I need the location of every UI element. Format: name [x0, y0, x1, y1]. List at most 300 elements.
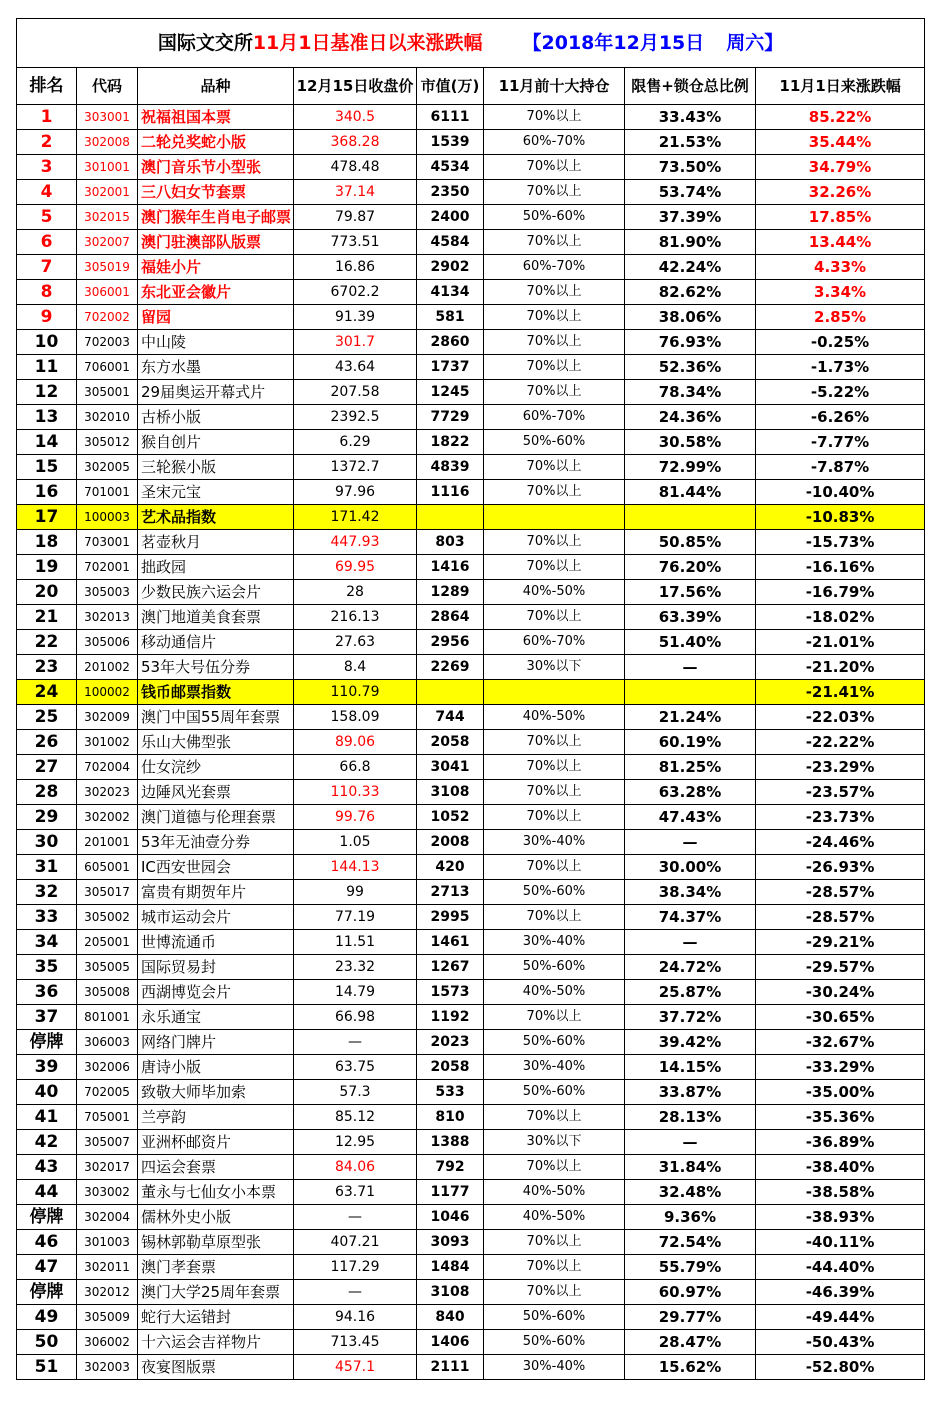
cell-close: 63.75	[294, 1055, 417, 1080]
cell-cap: 4134	[417, 280, 484, 305]
cell-rank: 19	[17, 555, 77, 580]
cell-holding: 60%-70%	[484, 405, 625, 430]
cell-cap: 581	[417, 305, 484, 330]
table-row	[17, 705, 925, 730]
cell-rank: 18	[17, 530, 77, 555]
cell-holding: 40%-50%	[484, 980, 625, 1005]
cell-change: -23.29%	[756, 755, 925, 780]
cell-rank: 停牌	[17, 1280, 77, 1305]
cell-code: 201001	[77, 830, 138, 855]
cell-cap: 2400	[417, 205, 484, 230]
cell-close: 368.28	[294, 130, 417, 155]
cell-name: 福娃小片	[138, 255, 294, 280]
cell-rank: 停牌	[17, 1205, 77, 1230]
cell-code: 302006	[77, 1055, 138, 1080]
cell-rank: 27	[17, 755, 77, 780]
table-row	[17, 455, 925, 480]
cell-name: 三八妇女节套票	[138, 180, 294, 205]
cell-cap: 2023	[417, 1030, 484, 1055]
table-row	[17, 330, 925, 355]
cell-change: -0.25%	[756, 330, 925, 355]
table-body	[17, 105, 925, 1380]
cell-close: 16.86	[294, 255, 417, 280]
cell-code: 801001	[77, 1005, 138, 1030]
cell-change: -10.40%	[756, 480, 925, 505]
cell-lock-ratio: 63.39%	[625, 605, 756, 630]
cell-lock-ratio: 33.43%	[625, 105, 756, 130]
cell-cap: 2058	[417, 730, 484, 755]
cell-close: 89.06	[294, 730, 417, 755]
cell-code: 302007	[77, 230, 138, 255]
cell-rank: 1	[17, 105, 77, 130]
cell-change: -18.02%	[756, 605, 925, 630]
table-row	[17, 1330, 925, 1355]
cell-close: 63.71	[294, 1180, 417, 1205]
cell-code: 301001	[77, 155, 138, 180]
cell-close: 8.4	[294, 655, 417, 680]
table-row	[17, 930, 925, 955]
cell-name: 二轮兑奖蛇小版	[138, 130, 294, 155]
cell-cap: 810	[417, 1105, 484, 1130]
cell-name: 兰亭韵	[138, 1105, 294, 1130]
cell-cap: 420	[417, 855, 484, 880]
cell-close: 14.79	[294, 980, 417, 1005]
cell-code: 306001	[77, 280, 138, 305]
cell-name: 永乐通宝	[138, 1005, 294, 1030]
cell-change: -23.57%	[756, 780, 925, 805]
cell-name: 仕女浣纱	[138, 755, 294, 780]
cell-name: 国际贸易封	[138, 955, 294, 980]
cell-lock-ratio	[625, 680, 756, 705]
cell-change: -6.26%	[756, 405, 925, 430]
cell-change: -23.73%	[756, 805, 925, 830]
cell-cap: 1737	[417, 355, 484, 380]
table-row	[17, 305, 925, 330]
cell-code: 305009	[77, 1305, 138, 1330]
cell-change: -40.11%	[756, 1230, 925, 1255]
table-row	[17, 880, 925, 905]
cell-close: 99.76	[294, 805, 417, 830]
cell-close: 37.14	[294, 180, 417, 205]
table-row	[17, 805, 925, 830]
cell-close: 94.16	[294, 1305, 417, 1330]
cell-change: -38.93%	[756, 1205, 925, 1230]
cell-rank: 11	[17, 355, 77, 380]
cell-holding: 70%以上	[484, 305, 625, 330]
cell-lock-ratio: 76.93%	[625, 330, 756, 355]
cell-cap: 1388	[417, 1130, 484, 1155]
cell-code: 100002	[77, 680, 138, 705]
cell-name: 少数民族六运会片	[138, 580, 294, 605]
cell-rank: 10	[17, 330, 77, 355]
cell-lock-ratio: 72.54%	[625, 1230, 756, 1255]
cell-cap: 1052	[417, 805, 484, 830]
cell-code: 305017	[77, 880, 138, 905]
cell-code: 706001	[77, 355, 138, 380]
cell-name: 锡林郭勒草原型张	[138, 1230, 294, 1255]
cell-rank: 44	[17, 1180, 77, 1205]
cell-lock-ratio: 30.58%	[625, 430, 756, 455]
cell-name: 留园	[138, 305, 294, 330]
cell-change: -35.36%	[756, 1105, 925, 1130]
cell-close: 478.48	[294, 155, 417, 180]
table-row	[17, 130, 925, 155]
cell-holding: 30%-40%	[484, 930, 625, 955]
cell-holding: 50%-60%	[484, 205, 625, 230]
cell-change: 35.44%	[756, 130, 925, 155]
cell-code: 302005	[77, 455, 138, 480]
table-row	[17, 1080, 925, 1105]
cell-change: -1.73%	[756, 355, 925, 380]
cell-close: 301.7	[294, 330, 417, 355]
cell-cap: 1573	[417, 980, 484, 1005]
cell-close: 447.93	[294, 530, 417, 555]
cell-code: 305001	[77, 380, 138, 405]
cell-lock-ratio: 73.50%	[625, 155, 756, 180]
cell-holding: 30%以下	[484, 655, 625, 680]
cell-change: -26.93%	[756, 855, 925, 880]
cell-lock-ratio: 33.87%	[625, 1080, 756, 1105]
table-row	[17, 605, 925, 630]
table-row	[17, 1130, 925, 1155]
cell-cap: 4584	[417, 230, 484, 255]
table-row	[17, 405, 925, 430]
cell-name: 圣宋元宝	[138, 480, 294, 505]
cell-holding: 70%以上	[484, 1230, 625, 1255]
cell-close: 57.3	[294, 1080, 417, 1105]
cell-rank: 8	[17, 280, 77, 305]
price-change-table	[16, 18, 925, 1380]
cell-lock-ratio: 31.84%	[625, 1155, 756, 1180]
cell-holding: 70%以上	[484, 905, 625, 930]
cell-code: 305002	[77, 905, 138, 930]
cell-rank: 43	[17, 1155, 77, 1180]
cell-code: 302004	[77, 1205, 138, 1230]
title-subject: 11月1日基准日以来涨跌幅	[252, 32, 483, 54]
cell-holding: 50%-60%	[484, 880, 625, 905]
cell-close: —	[294, 1205, 417, 1230]
cell-lock-ratio: 38.06%	[625, 305, 756, 330]
cell-close: 12.95	[294, 1130, 417, 1155]
cell-lock-ratio: 37.72%	[625, 1005, 756, 1030]
cell-cap: 1289	[417, 580, 484, 605]
cell-change: -44.40%	[756, 1255, 925, 1280]
cell-rank: 41	[17, 1105, 77, 1130]
cell-rank: 7	[17, 255, 77, 280]
cell-close: 97.96	[294, 480, 417, 505]
cell-close: 27.63	[294, 630, 417, 655]
cell-rank: 51	[17, 1355, 77, 1380]
cell-rank: 36	[17, 980, 77, 1005]
cell-name: 钱币邮票指数	[138, 680, 294, 705]
cell-change: 2.85%	[756, 305, 925, 330]
cell-name: 29届奥运开幕式片	[138, 380, 294, 405]
cell-cap: 1177	[417, 1180, 484, 1205]
cell-cap: 4839	[417, 455, 484, 480]
header-holding: 11月前十大持仓	[484, 68, 625, 105]
cell-close: —	[294, 1280, 417, 1305]
cell-change: -52.80%	[756, 1355, 925, 1380]
cell-holding: 60%-70%	[484, 130, 625, 155]
cell-close: 713.45	[294, 1330, 417, 1355]
cell-code: 702002	[77, 305, 138, 330]
table-row	[17, 230, 925, 255]
cell-rank: 24	[17, 680, 77, 705]
cell-holding: 70%以上	[484, 755, 625, 780]
table-row	[17, 155, 925, 180]
table-row	[17, 530, 925, 555]
cell-holding: 70%以上	[484, 780, 625, 805]
cell-cap: 2008	[417, 830, 484, 855]
table-row	[17, 480, 925, 505]
cell-change: -30.65%	[756, 1005, 925, 1030]
cell-code: 702003	[77, 330, 138, 355]
cell-holding: 60%-70%	[484, 255, 625, 280]
cell-code: 302009	[77, 705, 138, 730]
cell-close: 66.98	[294, 1005, 417, 1030]
cell-cap: 3108	[417, 1280, 484, 1305]
cell-holding: 70%以上	[484, 155, 625, 180]
cell-change: -28.57%	[756, 880, 925, 905]
cell-change: -21.41%	[756, 680, 925, 705]
cell-rank: 33	[17, 905, 77, 930]
cell-close: 171.42	[294, 505, 417, 530]
cell-cap: 2902	[417, 255, 484, 280]
cell-lock-ratio: 81.25%	[625, 755, 756, 780]
cell-close: 457.1	[294, 1355, 417, 1380]
cell-close: 84.06	[294, 1155, 417, 1180]
table-row	[17, 180, 925, 205]
cell-cap: 6111	[417, 105, 484, 130]
title-date: 【2018年12月15日	[522, 32, 705, 54]
cell-rank: 50	[17, 1330, 77, 1355]
cell-holding: 70%以上	[484, 180, 625, 205]
header-code: 代码	[77, 68, 138, 105]
cell-change: 34.79%	[756, 155, 925, 180]
cell-rank: 14	[17, 430, 77, 455]
table-row	[17, 430, 925, 455]
cell-code: 305008	[77, 980, 138, 1005]
cell-code: 702005	[77, 1080, 138, 1105]
cell-cap: 1046	[417, 1205, 484, 1230]
table-row	[17, 680, 925, 705]
cell-close: 99	[294, 880, 417, 905]
cell-cap: 1484	[417, 1255, 484, 1280]
cell-rank: 29	[17, 805, 77, 830]
cell-cap: 2864	[417, 605, 484, 630]
cell-code: 306003	[77, 1030, 138, 1055]
table-row	[17, 255, 925, 280]
table-row	[17, 730, 925, 755]
cell-change: -50.43%	[756, 1330, 925, 1355]
cell-rank: 21	[17, 605, 77, 630]
header-rank: 排名	[17, 68, 77, 105]
cell-holding: 70%以上	[484, 1005, 625, 1030]
cell-cap: 3093	[417, 1230, 484, 1255]
cell-code: 605001	[77, 855, 138, 880]
cell-lock-ratio: 14.15%	[625, 1055, 756, 1080]
cell-code: 201002	[77, 655, 138, 680]
table-row	[17, 555, 925, 580]
cell-code: 306002	[77, 1330, 138, 1355]
cell-name: 茗壶秋月	[138, 530, 294, 555]
cell-close: 11.51	[294, 930, 417, 955]
cell-change: -30.24%	[756, 980, 925, 1005]
cell-holding: 70%以上	[484, 330, 625, 355]
cell-code: 305019	[77, 255, 138, 280]
cell-lock-ratio: 51.40%	[625, 630, 756, 655]
title-exchange: 国际文交所	[157, 32, 253, 54]
cell-cap: 2713	[417, 880, 484, 905]
cell-lock-ratio: 29.77%	[625, 1305, 756, 1330]
cell-cap: 7729	[417, 405, 484, 430]
cell-name: 致敬大师毕加索	[138, 1080, 294, 1105]
cell-change: 17.85%	[756, 205, 925, 230]
cell-code: 301002	[77, 730, 138, 755]
cell-change: -32.67%	[756, 1030, 925, 1055]
cell-change: -29.57%	[756, 955, 925, 980]
header-row	[17, 68, 925, 105]
cell-rank: 17	[17, 505, 77, 530]
cell-code: 303001	[77, 105, 138, 130]
cell-lock-ratio: 21.53%	[625, 130, 756, 155]
cell-rank: 15	[17, 455, 77, 480]
table-row	[17, 830, 925, 855]
cell-rank: 2	[17, 130, 77, 155]
cell-lock-ratio: 24.72%	[625, 955, 756, 980]
cell-lock-ratio: 28.47%	[625, 1330, 756, 1355]
cell-rank: 39	[17, 1055, 77, 1080]
cell-rank: 5	[17, 205, 77, 230]
cell-name: 澳门道德与伦理套票	[138, 805, 294, 830]
cell-change: -49.44%	[756, 1305, 925, 1330]
table-row	[17, 280, 925, 305]
cell-holding	[484, 505, 625, 530]
cell-holding: 30%-40%	[484, 1355, 625, 1380]
cell-holding: 30%以下	[484, 1130, 625, 1155]
cell-holding: 40%-50%	[484, 1205, 625, 1230]
cell-holding: 70%以上	[484, 1280, 625, 1305]
cell-holding: 50%-60%	[484, 1305, 625, 1330]
cell-holding: 70%以上	[484, 355, 625, 380]
cell-code: 302023	[77, 780, 138, 805]
cell-cap: 2058	[417, 1055, 484, 1080]
cell-change: -21.01%	[756, 630, 925, 655]
cell-rank: 30	[17, 830, 77, 855]
cell-code: 305005	[77, 955, 138, 980]
cell-lock-ratio: 52.36%	[625, 355, 756, 380]
cell-rank: 28	[17, 780, 77, 805]
cell-name: 三轮猴小版	[138, 455, 294, 480]
cell-cap: 1461	[417, 930, 484, 955]
cell-close: 91.39	[294, 305, 417, 330]
cell-name: 十六运会吉祥物片	[138, 1330, 294, 1355]
cell-cap: 1416	[417, 555, 484, 580]
cell-change: -15.73%	[756, 530, 925, 555]
cell-lock-ratio: 60.19%	[625, 730, 756, 755]
cell-rank: 37	[17, 1005, 77, 1030]
cell-change: -7.87%	[756, 455, 925, 480]
cell-close: 79.87	[294, 205, 417, 230]
cell-code: 302015	[77, 205, 138, 230]
cell-lock-ratio: 47.43%	[625, 805, 756, 830]
cell-close: 207.58	[294, 380, 417, 405]
table-row	[17, 1280, 925, 1305]
cell-name: 祝福祖国本票	[138, 105, 294, 130]
cell-name: 澳门大学25周年套票	[138, 1280, 294, 1305]
cell-code: 305007	[77, 1130, 138, 1155]
table-row	[17, 355, 925, 380]
cell-rank: 26	[17, 730, 77, 755]
cell-name: 53年大号伍分券	[138, 655, 294, 680]
cell-lock-ratio: 76.20%	[625, 555, 756, 580]
cell-name: 澳门地道美食套票	[138, 605, 294, 630]
cell-holding: 70%以上	[484, 455, 625, 480]
cell-close: 216.13	[294, 605, 417, 630]
cell-name: 澳门音乐节小型张	[138, 155, 294, 180]
cell-holding: 30%-40%	[484, 830, 625, 855]
cell-rank: 13	[17, 405, 77, 430]
cell-holding: 50%-60%	[484, 1080, 625, 1105]
cell-lock-ratio: 24.36%	[625, 405, 756, 430]
cell-holding: 40%-50%	[484, 1180, 625, 1205]
cell-lock-ratio: 17.56%	[625, 580, 756, 605]
cell-close: 773.51	[294, 230, 417, 255]
cell-cap: 3108	[417, 780, 484, 805]
cell-lock-ratio: 81.90%	[625, 230, 756, 255]
cell-lock-ratio: 53.74%	[625, 180, 756, 205]
cell-close: 158.09	[294, 705, 417, 730]
cell-name: IC西安世园会	[138, 855, 294, 880]
table-row	[17, 1305, 925, 1330]
cell-cap: 744	[417, 705, 484, 730]
cell-name: 唐诗小版	[138, 1055, 294, 1080]
table-row	[17, 855, 925, 880]
cell-rank: 46	[17, 1230, 77, 1255]
table-row	[17, 1230, 925, 1255]
cell-close: 77.19	[294, 905, 417, 930]
cell-holding: 70%以上	[484, 1105, 625, 1130]
cell-cap: 1267	[417, 955, 484, 980]
header-name: 品种	[138, 68, 294, 105]
cell-change: -24.46%	[756, 830, 925, 855]
cell-cap: 2350	[417, 180, 484, 205]
cell-lock-ratio: 32.48%	[625, 1180, 756, 1205]
cell-rank: 42	[17, 1130, 77, 1155]
cell-code: 301003	[77, 1230, 138, 1255]
cell-holding: 70%以上	[484, 230, 625, 255]
cell-rank: 35	[17, 955, 77, 980]
cell-holding: 70%以上	[484, 380, 625, 405]
cell-close: 2392.5	[294, 405, 417, 430]
cell-code: 302002	[77, 805, 138, 830]
cell-name: 儒林外史小版	[138, 1205, 294, 1230]
cell-cap: 840	[417, 1305, 484, 1330]
cell-name: 东北亚会徽片	[138, 280, 294, 305]
cell-rank: 31	[17, 855, 77, 880]
cell-cap: 1406	[417, 1330, 484, 1355]
cell-name: 拙政园	[138, 555, 294, 580]
cell-rank: 25	[17, 705, 77, 730]
cell-holding: 30%-40%	[484, 1055, 625, 1080]
cell-rank: 3	[17, 155, 77, 180]
table-row	[17, 780, 925, 805]
cell-lock-ratio: 37.39%	[625, 205, 756, 230]
cell-lock-ratio: —	[625, 655, 756, 680]
table-row	[17, 1255, 925, 1280]
cell-code: 305006	[77, 630, 138, 655]
cell-cap: 2956	[417, 630, 484, 655]
